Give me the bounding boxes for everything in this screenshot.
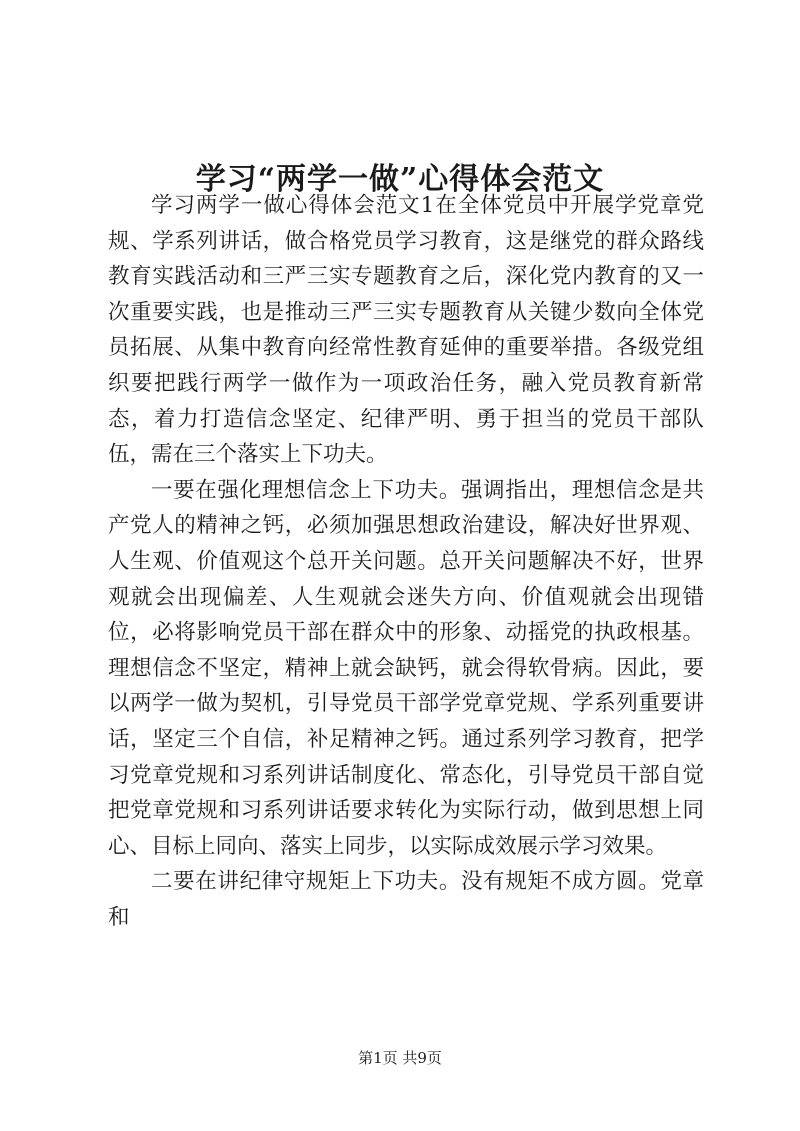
page-number: 第1页 共9页: [358, 1049, 442, 1067]
paragraph-1: 学习两学一做心得体会范文1在全体党员中开展学党章党规、学系列讲话，做合格党员学习教育，这是继党的群众路线教育实践活动和三严三实专题教育之后，深化党内教育的又一次重要实践，也是推动三严三实专题教育从关键少数向全体党员拓展、从集中教育向经常性教育延伸的重要举措。各级党组织要把践行两学一做作为一项政治任务，融入党员教育新常态，着力打造信念坚定、纪律严明、勇于担当的党员干部队伍，需在三个落实上下功夫。: [108, 193, 704, 468]
document-body: [108, 188, 704, 935]
paragraph-3: 二要在讲纪律守规矩上下功夫。没有规矩不成方圆。党章和: [108, 869, 704, 930]
document-title: 学习“两学一做”心得体会范文: [195, 162, 605, 198]
paragraph-2: 一要在强化理想信念上下功夫。强调指出，理想信念是共产党人的精神之钙，必须加强思想政治建设，解决好世界观、人生观、价值观这个总开关问题。总开关问题解决不好，世界观就会出现偏差、人生观就会迷失方向、价值观就会出现错位，必将影响党员干部在群众中的形象、动摇党的执政根基。理想信念不坚定，精神上就会缺钙，就会得软骨病。因此，要以两学一做为契机，引导党员干部学党章党规、学系列重要讲话，坚定三个自信，补足精神之钙。通过系列学习教育，把学习党章党规和习系列讲话制度化、常态化，引导党员干部自觉把党章党规和习系列讲话要求转化为实际行动，做到思想上同心、目标上同向、落实上同步，以实际成效展示学习效果。: [108, 477, 704, 859]
